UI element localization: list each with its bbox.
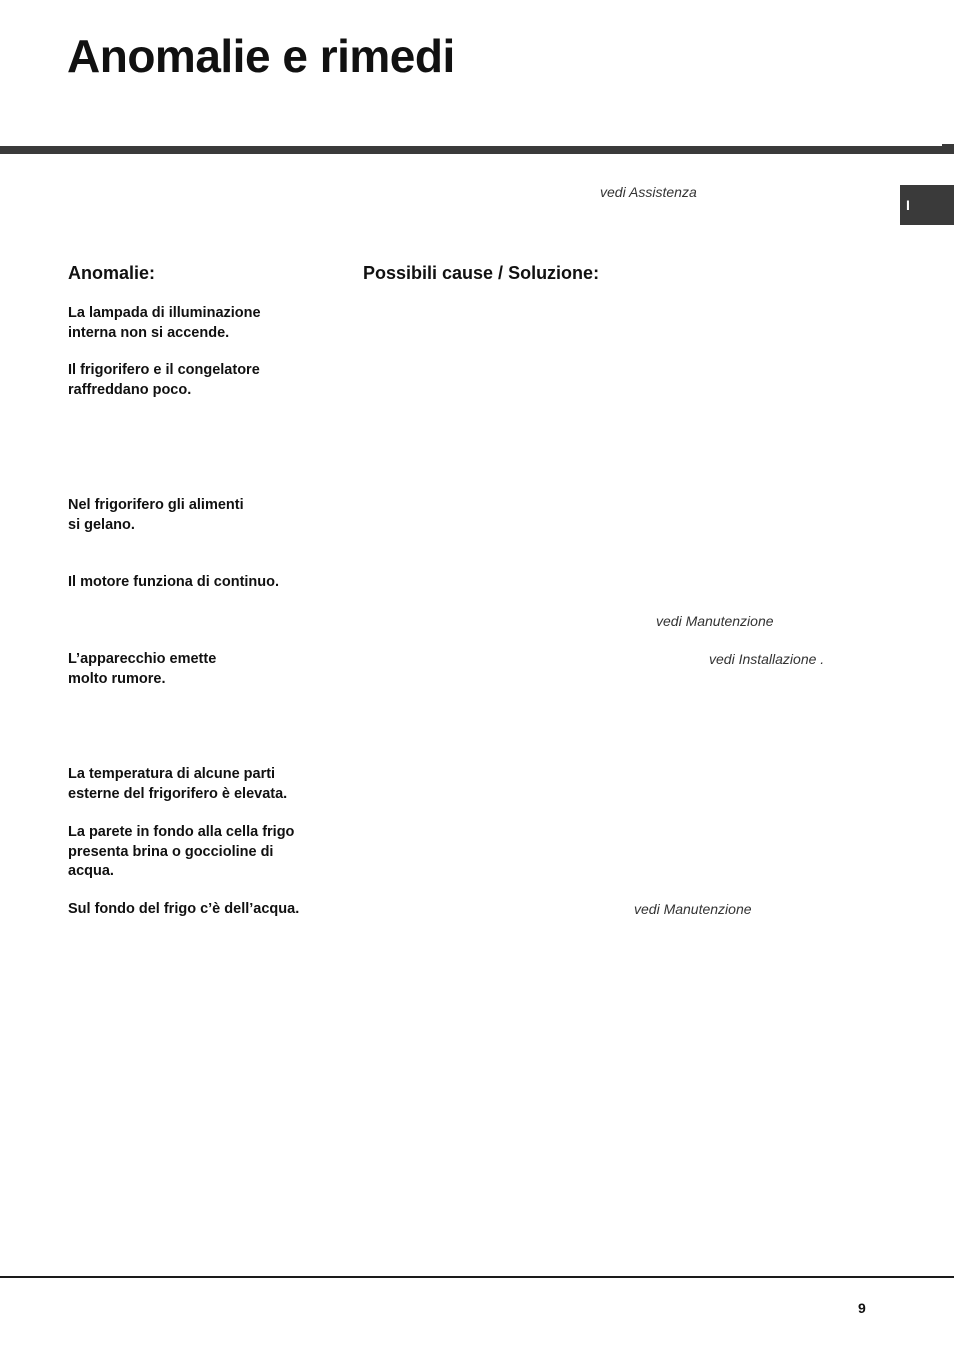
- anomalies-column-header: Anomalie:: [68, 263, 156, 283]
- anomaly-motor-continuous: Il motore funziona di continuo.: [68, 574, 280, 590]
- reference-installazione: vedi Installazione .: [709, 651, 825, 667]
- causes-column-header: Possibili cause / Soluzione:: [363, 263, 600, 283]
- page-number: 9: [858, 1300, 866, 1316]
- reference-manutenzione-1: vedi Manutenzione: [656, 613, 774, 629]
- reference-manutenzione-2: vedi Manutenzione: [634, 901, 752, 917]
- anomaly-lamp-not-on: La lampada di illuminazione interna non si accende.: [68, 305, 261, 341]
- anomaly-frost-back-wall: La parete in fondo alla cella frigo presenta brina o goccioline di acqua.: [68, 824, 295, 879]
- header-divider-tick: [942, 144, 954, 146]
- anomaly-noisy-appliance: L’apparecchio emette molto rumore.: [68, 651, 217, 687]
- page-title: Anomalie e rimedi: [67, 30, 455, 82]
- anomaly-hot-external-parts: La temperatura di alcune parti esterne del frigorifero è elevata.: [68, 766, 288, 802]
- reference-assistenza: vedi Assistenza: [600, 184, 697, 200]
- footer-divider: [0, 1276, 954, 1278]
- anomaly-poor-cooling: Il frigorifero e il congelatore raffreddano poco.: [68, 362, 260, 398]
- header-divider: [0, 146, 954, 154]
- anomaly-water-bottom: Sul fondo del frigo c’è dell’acqua.: [68, 901, 300, 917]
- language-tab: I: [900, 185, 954, 225]
- anomaly-food-freezing: Nel frigorifero gli alimenti si gelano.: [68, 497, 244, 533]
